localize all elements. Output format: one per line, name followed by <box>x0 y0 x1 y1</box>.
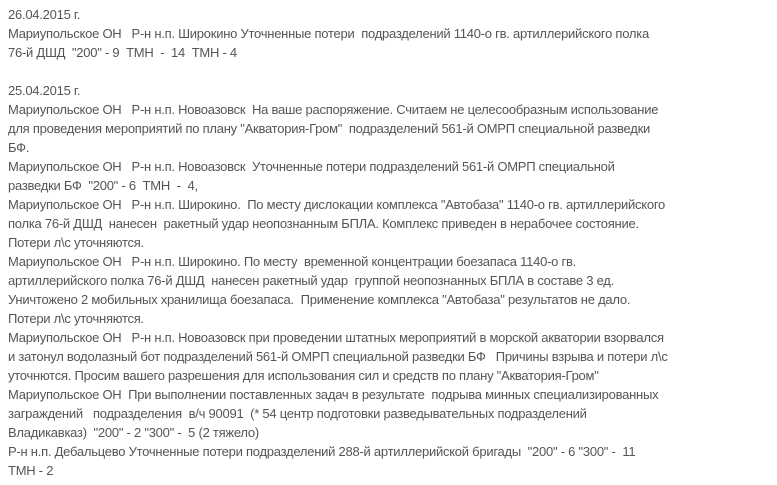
report-line: Потери л\с уточняются. <box>8 235 144 250</box>
report-line: для проведения мероприятий по плану "Акватория-Гром" подразделений 561-й ОМРП специальной разведки <box>8 121 651 136</box>
report-line: полка 76-й ДШД нанесен ракетный удар неопознанным БПЛА. Комплекс приведен в нерабочее состояние. <box>8 216 639 231</box>
report-line: БФ. <box>8 140 30 155</box>
report-line: и затонул водолазный бот подразделений 561-й ОМРП специальной разведки БФ Причины взрыва и потери л\с <box>8 349 668 364</box>
report-line: Потери л\с уточняются. <box>8 311 144 326</box>
report-line: Мариупольское ОН Р-н н.п. Новоазовск Уточненные потери подразделений 561-й ОМРП специальной <box>8 159 615 174</box>
report-line: Мариупольское ОН Р-н н.п. Новоазовск На ваше распоряжение. Считаем не целесообразным использование <box>8 102 659 117</box>
report-line: Мариупольское ОН При выполнении поставленных задач в результате подрыва минных специализированных <box>8 387 659 402</box>
report-line: Уничтожено 2 мобильных хранилища боезапаса. Применение комплекса "Автобаза" результатов не дало. <box>8 292 631 307</box>
report-line: артиллерийского полка 76-й ДШД нанесен ракетный удар группой неопознанных БПЛА в составе 3 ед. <box>8 273 614 288</box>
report-line: Мариупольское ОН Р-н н.п. Широкино. По месту дислокации комплекса "Автобаза" 1140-о гв. артиллерийского <box>8 197 666 212</box>
report-line: Мариупольское ОН Р-н н.п. Новоазовск при проведении штатных мероприятий в морской акватории взорвался <box>8 330 664 345</box>
report-line: Р-н н.п. Дебальцево Уточненные потери подразделений 288-й артиллерийской бригады "200" - 6 "300" - 11 <box>8 444 636 459</box>
report-line: Мариупольское ОН Р-н н.п. Широкино Уточненные потери подразделений 1140-о гв. артиллерийского полка <box>8 26 649 41</box>
entry-date: 26.04.2015 г. <box>8 7 81 22</box>
report-line: ТМН - 2 <box>8 463 54 478</box>
report-line: 76-й ДШД "200" - 9 ТМН - 14 ТМН - 4 <box>8 45 237 60</box>
report-line: Мариупольское ОН Р-н н.п. Широкино. По месту временной концентрации боезапаса 1140-о гв. <box>8 254 577 269</box>
report-line: разведки БФ "200" - 6 ТМН - 4, <box>8 178 198 193</box>
blank-line <box>8 62 777 81</box>
entry-date: 25.04.2015 г. <box>8 83 81 98</box>
report-line: заграждений подразделения в/ч 90091 (* 54 центр подготовки разведывательных подразделений <box>8 406 587 421</box>
report-line: уточнются. Просим вашего разрешения для использования сил и средств по плану "Акватория-Гром" <box>8 368 599 383</box>
report-line: Владикавказ) "200" - 2 "300" - 5 (2 тяжело) <box>8 425 259 440</box>
